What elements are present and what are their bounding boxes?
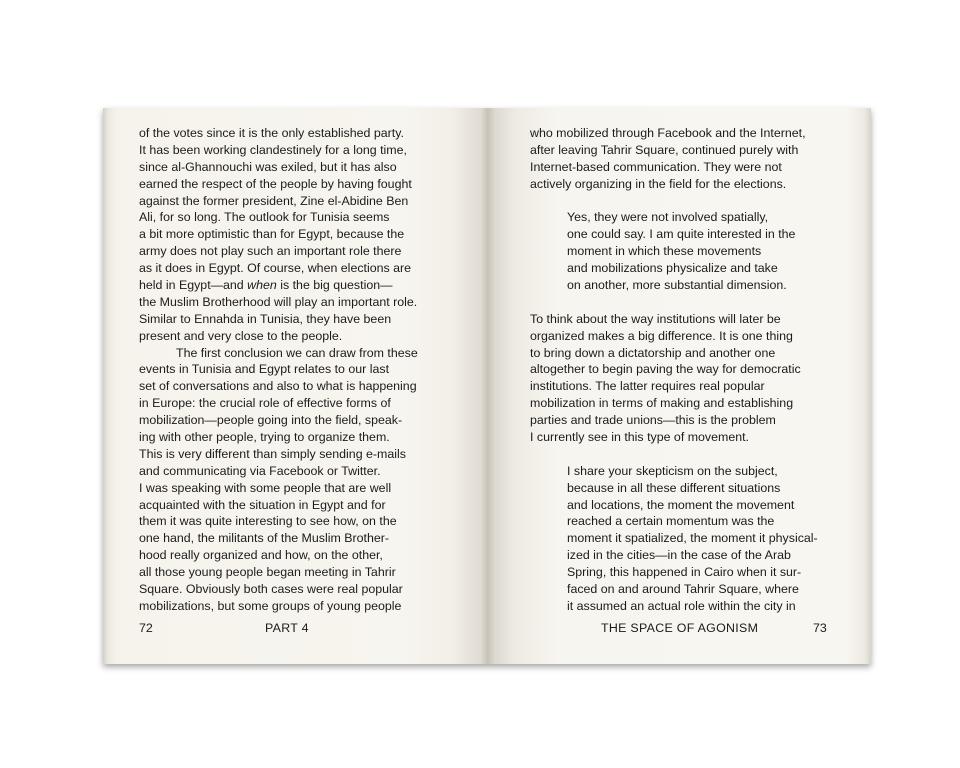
text-line: I currently see in this type of movement.: [530, 430, 749, 445]
text-line-with-emphasis: [139, 277, 418, 294]
text-line: Square. Obviously both cases were real popular: [139, 582, 403, 597]
text-line: hood really organized and how, on the other,: [139, 548, 383, 563]
text-line: them it was quite interesting to see how, on the: [139, 514, 397, 529]
text-line: This is very different than simply sending e-mails: [139, 446, 406, 461]
quote-line: it assumed an actual role within the city in: [567, 598, 796, 613]
text-line: one hand, the militants of the Muslim Brother-: [139, 531, 389, 546]
paragraph-gap: [530, 193, 818, 210]
running-head-right: THE SPACE OF AGONISM: [601, 621, 759, 635]
left-page-text: [139, 125, 418, 615]
text-line: in Europe: the crucial role of effective forms of: [139, 396, 391, 411]
text-line: after leaving Tahrir Square, continued purely with: [530, 142, 799, 157]
text-line: earned the respect of the people by having fought: [139, 176, 412, 191]
text-line: mobilization—people going into the field, speak-: [139, 413, 403, 428]
right-page-text: [530, 125, 818, 615]
running-head-left: PART 4: [265, 621, 309, 635]
quote-line: on another, more substantial dimension.: [567, 278, 787, 293]
quote-line: reached a certain momentum was the: [567, 514, 775, 529]
text-line: as it does in Egypt. Of course, when elections are: [139, 261, 412, 276]
text-line: to bring down a dictatorship and another one: [530, 345, 776, 360]
text-line: altogether to begin paving the way for democratic: [530, 362, 801, 377]
quote-line: Spring, this happened in Cairo when it sur-: [567, 565, 802, 580]
text-line: a bit more optimistic than for Egypt, because the: [139, 227, 405, 242]
quote-line: I share your skepticism on the subject,: [567, 463, 778, 478]
text-line: acquainted with the situation in Egypt and for: [139, 497, 386, 512]
text-line: who mobilized through Facebook and the Internet,: [530, 126, 806, 140]
text-line: Similar to Ennahda in Tunisia, they have been: [139, 311, 392, 326]
text-line: and communicating via Facebook or Twitter.: [139, 463, 381, 478]
emphasized-word: when: [247, 278, 277, 293]
quote-line: and mobilizations physicalize and take: [567, 261, 778, 276]
text-line: the Muslim Brotherhood will play an important role.: [139, 294, 418, 309]
text-line: mobilizations, but some groups of young people: [139, 598, 402, 613]
text-line: Internet-based communication. They were not: [530, 159, 782, 174]
text-line: actively organizing in the field for the elections.: [530, 176, 787, 191]
text-line: It has been working clandestinely for a long time,: [139, 142, 407, 157]
text-segment: is the big question—: [276, 278, 393, 293]
text-line: organized makes a big difference. It is one thing: [530, 328, 793, 343]
quote-line: moment it spatialized, the moment it physical-: [567, 531, 818, 546]
quote-line: ized in the cities—in the case of the Arab: [567, 548, 791, 563]
text-line: Ali, for so long. The outlook for Tunisia seems: [139, 210, 390, 225]
text-line: parties and trade unions—this is the problem: [530, 413, 776, 428]
left-page: [103, 108, 487, 664]
right-page: [487, 108, 871, 664]
text-line: events in Tunisia and Egypt relates to our last: [139, 362, 390, 377]
paragraph-gap: [530, 446, 818, 463]
quote-line: faced on and around Tahrir Square, where: [567, 582, 799, 597]
text-line: mobilization in terms of making and establishing: [530, 396, 794, 411]
quote-line: moment in which these movements: [567, 244, 762, 259]
text-line-indented: The first conclusion we can draw from these: [176, 345, 418, 360]
text-line: against the former president, Zine el-Abidine Ben: [139, 193, 409, 208]
quote-line: Yes, they were not involved spatially,: [567, 210, 769, 225]
quote-line: one could say. I am quite interested in the: [567, 227, 796, 242]
text-line: ing with other people, trying to organize them.: [139, 430, 390, 445]
page-number-right: 73: [813, 621, 827, 635]
page-number-left: 72: [139, 621, 153, 635]
text-line: army does not play such an important role there: [139, 244, 402, 259]
text-line: all those young people began meeting in Tahrir: [139, 565, 396, 580]
text-line: since al-Ghannouchi was exiled, but it has also: [139, 159, 397, 174]
text-line: set of conversations and also to what is happening: [139, 379, 417, 394]
text-line: present and very close to the people.: [139, 328, 343, 343]
text-line: of the votes since it is the only established party.: [139, 126, 404, 140]
text-line: To think about the way institutions will later be: [530, 311, 781, 326]
text-segment: held in Egypt—and: [139, 278, 248, 293]
quote-line: because in all these different situations: [567, 480, 781, 495]
text-line: institutions. The latter requires real popular: [530, 379, 765, 394]
paragraph-gap: [530, 294, 818, 311]
text-line: I was speaking with some people that are well: [139, 480, 392, 495]
open-book: [103, 108, 871, 664]
quote-line: and locations, the moment the movement: [567, 497, 795, 512]
